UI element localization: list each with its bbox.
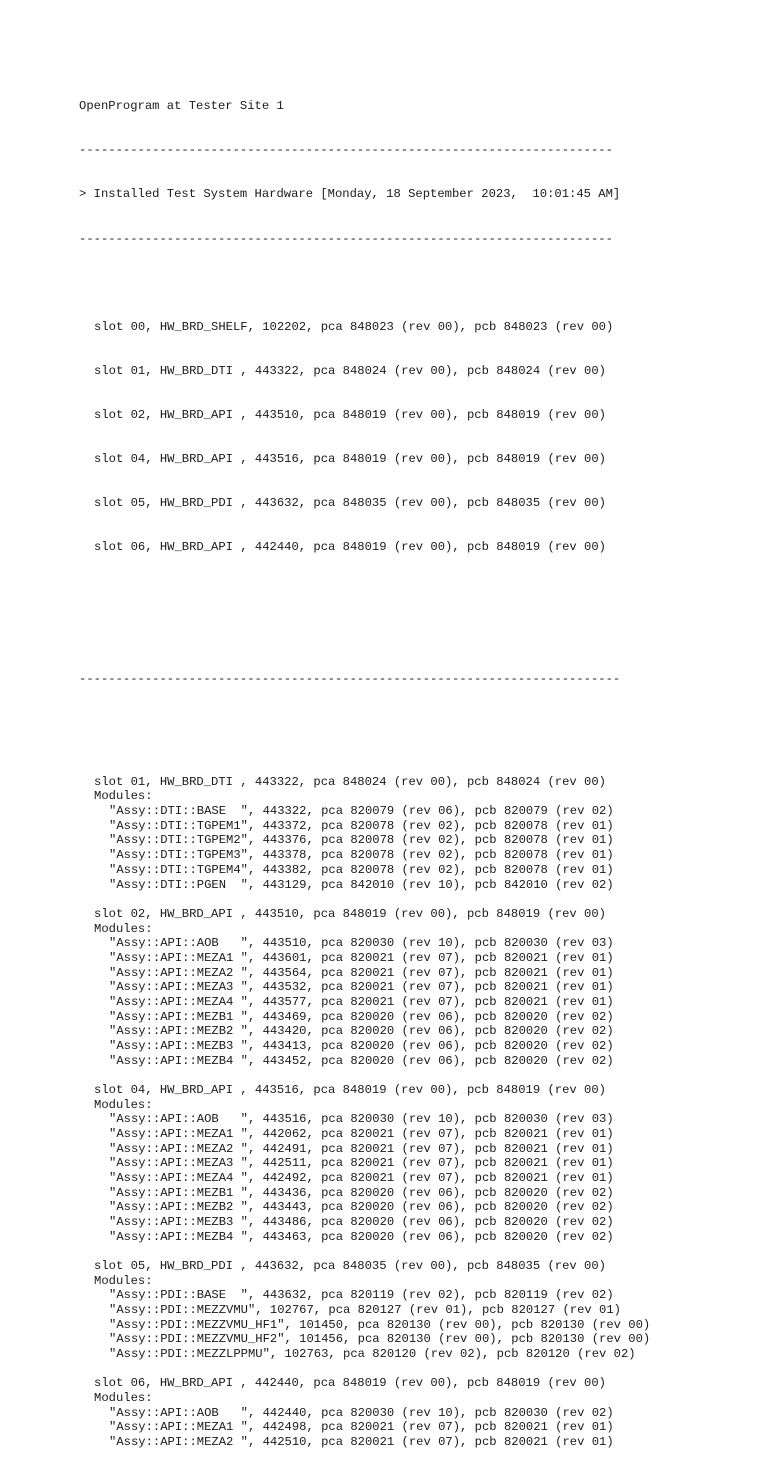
modules-label: Modules:: [94, 1391, 153, 1406]
slot-summary-row: slot 06, HW_BRD_API , 442440, pca 848019 (rev 00), pcb 848019 (rev 00): [94, 539, 606, 554]
module-row: "Assy::PDI::BASE ", 443632, pca 820119 (rev 02), pcb 820119 (rev 02): [109, 1288, 614, 1303]
module-row: "Assy::API::MEZA1 ", 443601, pca 820021 (rev 07), pcb 820021 (rev 01): [109, 950, 614, 965]
module-row: "Assy::API::MEZB4 ", 443463, pca 820020 (rev 06), pcb 820020 (rev 02): [109, 1229, 614, 1244]
module-row: "Assy::DTI::BASE ", 443322, pca 820079 (rev 06), pcb 820079 (rev 02): [109, 804, 614, 819]
spacer: [79, 1362, 650, 1377]
slot-summary-row: slot 05, HW_BRD_PDI , 443632, pca 848035 (rev 00), pcb 848035 (rev 00): [94, 495, 606, 510]
module-row: "Assy::API::MEZB3 ", 443413, pca 820020 (rev 06), pcb 820020 (rev 02): [109, 1038, 614, 1053]
module-row: "Assy::API::MEZA1 ", 442498, pca 820021 (rev 07), pcb 820021 (rev 01): [109, 1420, 614, 1435]
spacer: [79, 1068, 650, 1083]
module-row: "Assy::DTI::PGEN ", 443129, pca 842010 (rev 10), pcb 842010 (rev 02): [109, 877, 614, 892]
page-title: OpenProgram at Tester Site 1: [79, 99, 284, 114]
slot-block: [79, 775, 650, 907]
module-row: "Assy::API::MEZB4 ", 443452, pca 820020 (rev 06), pcb 820020 (rev 02): [109, 1053, 614, 1068]
slot-block: [79, 1259, 650, 1376]
module-row: "Assy::API::MEZB1 ", 443469, pca 820020 (rev 06), pcb 820020 (rev 02): [109, 1009, 614, 1024]
slot-summary-row: slot 01, HW_BRD_DTI , 443322, pca 848024 (rev 00), pcb 848024 (rev 00): [94, 363, 606, 378]
spacer: [79, 628, 650, 643]
modules-label: Modules:: [94, 1097, 153, 1112]
module-row: "Assy::DTI::TGPEM2", 443376, pca 820078 (rev 02), pcb 820078 (rev 01): [109, 833, 614, 848]
spacer: [79, 1244, 650, 1259]
module-row: "Assy::API::AOB ", 443516, pca 820030 (rev 10), pcb 820030 (rev 03): [109, 1112, 614, 1127]
module-row: "Assy::PDI::MEZZLPPMU", 102763, pca 820120 (rev 02), pcb 820120 (rev 02): [109, 1347, 636, 1361]
module-row: "Assy::API::AOB ", 443510, pca 820030 (rev 10), pcb 820030 (rev 03): [109, 936, 614, 951]
slot-header: slot 05, HW_BRD_PDI , 443632, pca 848035 (rev 00), pcb 848035 (rev 00): [94, 1258, 606, 1273]
slot-block: [79, 907, 650, 1083]
slot-header: slot 06, HW_BRD_API , 442440, pca 848019 (rev 00), pcb 848019 (rev 00): [94, 1376, 606, 1391]
module-row: "Assy::API::MEZB1 ", 443436, pca 820020 (rev 06), pcb 820020 (rev 02): [109, 1185, 614, 1200]
module-row: "Assy::API::MEZB3 ", 443486, pca 820020 (rev 06), pcb 820020 (rev 02): [109, 1214, 614, 1229]
spacer: [79, 716, 650, 731]
slot-header: slot 04, HW_BRD_API , 443516, pca 848019 (rev 00), pcb 848019 (rev 00): [94, 1082, 606, 1097]
spacer: [79, 892, 650, 907]
separator-section: --------------------------------------------------------------------------: [79, 672, 621, 687]
module-row: "Assy::API::MEZA1 ", 442062, pca 820021 (rev 07), pcb 820021 (rev 01): [109, 1126, 614, 1141]
module-row: "Assy::API::MEZA2 ", 442491, pca 820021 (rev 07), pcb 820021 (rev 01): [109, 1141, 614, 1156]
module-row: "Assy::PDI::MEZZVMU_HF1", 101450, pca 820130 (rev 00), pcb 820130 (rev 00): [109, 1317, 651, 1332]
module-row: "Assy::DTI::TGPEM1", 443372, pca 820078 (rev 02), pcb 820078 (rev 01): [109, 818, 614, 833]
module-row: "Assy::API::MEZA4 ", 443577, pca 820021 (rev 07), pcb 820021 (rev 01): [109, 994, 614, 1009]
module-row: "Assy::API::MEZA3 ", 443532, pca 820021 (rev 07), pcb 820021 (rev 01): [109, 980, 614, 995]
slot-summary-row: slot 04, HW_BRD_API , 443516, pca 848019 (rev 00), pcb 848019 (rev 00): [94, 451, 606, 466]
module-row: "Assy::API::MEZA2 ", 442510, pca 820021 (rev 07), pcb 820021 (rev 01): [109, 1435, 614, 1450]
module-row: "Assy::PDI::MEZZVMU", 102767, pca 820127 (rev 01), pcb 820127 (rev 01): [109, 1302, 621, 1317]
module-row: "Assy::API::MEZB2 ", 443420, pca 820020 (rev 06), pcb 820020 (rev 02): [109, 1024, 614, 1039]
slot-details: [79, 775, 650, 1450]
module-row: "Assy::API::AOB ", 442440, pca 820030 (rev 10), pcb 820030 (rev 02): [109, 1405, 614, 1420]
slot-summary-row: slot 02, HW_BRD_API , 443510, pca 848019 (rev 00), pcb 848019 (rev 00): [94, 407, 606, 422]
slot-summary-list: [79, 290, 650, 584]
hardware-report: [79, 70, 650, 1464]
separator-header: -------------------------------------------------------------------------: [79, 231, 613, 246]
module-row: "Assy::DTI::TGPEM4", 443382, pca 820078 (rev 02), pcb 820078 (rev 01): [109, 862, 614, 877]
module-row: "Assy::DTI::TGPEM3", 443378, pca 820078 (rev 02), pcb 820078 (rev 01): [109, 848, 614, 863]
slot-block: [79, 1376, 650, 1449]
module-row: "Assy::API::MEZB2 ", 443443, pca 820020 (rev 06), pcb 820020 (rev 02): [109, 1200, 614, 1215]
modules-label: Modules:: [94, 1273, 153, 1288]
module-row: "Assy::API::MEZA4 ", 442492, pca 820021 (rev 07), pcb 820021 (rev 01): [109, 1170, 614, 1185]
module-row: "Assy::PDI::MEZZVMU_HF2", 101456, pca 820130 (rev 00), pcb 820130 (rev 00): [109, 1332, 651, 1347]
report-header: > Installed Test System Hardware [Monday, 18 September 2023, 10:01:45 AM]: [79, 187, 621, 202]
modules-label: Modules:: [94, 789, 153, 804]
slot-header: slot 02, HW_BRD_API , 443510, pca 848019 (rev 00), pcb 848019 (rev 00): [94, 906, 606, 921]
module-row: "Assy::API::MEZA2 ", 443564, pca 820021 (rev 07), pcb 820021 (rev 01): [109, 965, 614, 980]
separator-top: -------------------------------------------------------------------------: [79, 143, 613, 158]
modules-label: Modules:: [94, 921, 153, 936]
module-row: "Assy::API::MEZA3 ", 442511, pca 820021 (rev 07), pcb 820021 (rev 01): [109, 1156, 614, 1171]
slot-summary-row: slot 00, HW_BRD_SHELF, 102202, pca 848023 (rev 00), pcb 848023 (rev 00): [94, 319, 614, 334]
slot-block: [79, 1083, 650, 1259]
slot-header: slot 01, HW_BRD_DTI , 443322, pca 848024 (rev 00), pcb 848024 (rev 00): [94, 774, 606, 789]
